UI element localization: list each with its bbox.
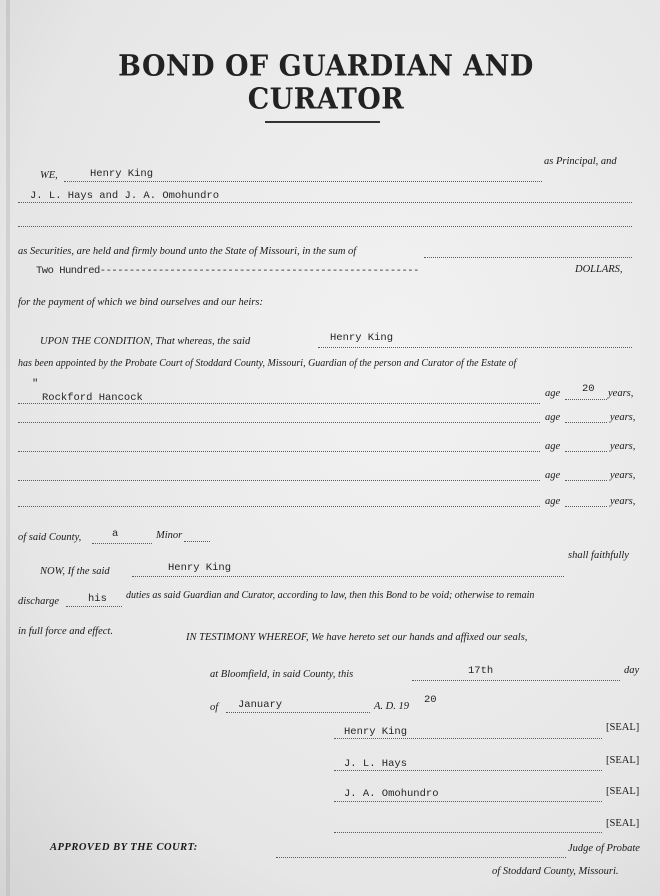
label-discharge: discharge xyxy=(18,596,60,607)
signature-1: Henry King xyxy=(344,726,408,738)
label-appointed: has been appointed by the Probate Court of Stoddard County, Missouri, Guardian of the person and Curator of the Estate of xyxy=(18,358,517,369)
label-age-4: age xyxy=(545,470,561,481)
signature-line-3 xyxy=(334,801,602,802)
ward-age: 20 xyxy=(582,383,595,395)
age-line-1 xyxy=(565,399,607,400)
label-minor: Minor xyxy=(156,530,183,541)
label-at-bloomfield: at Bloomfield, in said County, this xyxy=(210,669,354,680)
label-condition: UPON THE CONDITION, That whereas, the said xyxy=(40,336,251,347)
minor-trail-line xyxy=(184,541,210,542)
ward-line-5 xyxy=(18,506,540,507)
label-age-2: age xyxy=(545,412,561,423)
sum-lead-line xyxy=(424,257,632,258)
label-years-1: years, xyxy=(608,388,634,399)
label-years-2: years, xyxy=(610,412,636,423)
bond-sum: Two Hundred------------------------------------------------------- xyxy=(36,265,419,277)
label-age-1: age xyxy=(545,388,561,399)
principal-line xyxy=(64,181,542,182)
securities-line-2 xyxy=(18,226,632,227)
label-age-5: age xyxy=(545,496,561,507)
said-name: Henry King xyxy=(330,332,394,344)
label-testimony: IN TESTIMONY WHEREOF, We have hereto set our hands and affixed our seals, xyxy=(186,632,528,643)
seal-3: [SEAL] xyxy=(606,786,640,797)
signature-line-4 xyxy=(334,832,602,833)
label-shall-faithfully: shall faithfully xyxy=(568,550,629,561)
label-of-said-county: of said County, xyxy=(18,532,82,543)
label-ad: A. D. 19 xyxy=(374,701,409,712)
title-rule xyxy=(265,121,380,123)
signature-line-1 xyxy=(334,738,602,739)
month-line xyxy=(226,712,370,713)
label-for-payment: for the payment of which we bind ourselves and our heirs: xyxy=(18,297,263,308)
ward-line-1 xyxy=(18,403,540,404)
ward-line-2 xyxy=(18,422,540,423)
minor-article: a xyxy=(112,528,119,540)
scan-edge-shadow xyxy=(6,0,10,896)
age-line-4 xyxy=(565,480,607,481)
label-years-3: years, xyxy=(610,441,636,452)
ward-line-4 xyxy=(18,480,540,481)
seal-4: [SEAL] xyxy=(606,818,640,829)
label-as-principal: as Principal, and xyxy=(544,156,617,167)
label-years-4: years, xyxy=(610,470,636,481)
ward-line-3 xyxy=(18,451,540,452)
securities-line-1 xyxy=(18,202,632,203)
now-name: Henry King xyxy=(168,562,232,574)
age-line-3 xyxy=(565,451,607,452)
label-age-3: age xyxy=(545,441,561,452)
label-day: day xyxy=(624,665,640,676)
seal-1: [SEAL] xyxy=(606,722,640,733)
ward-name: Rockford Hancock xyxy=(42,392,143,404)
year-suffix: 20 xyxy=(424,694,437,706)
securities-names: J. L. Hays and J. A. Omohundro xyxy=(30,190,220,202)
day-number: 17th xyxy=(468,665,494,677)
label-judge: Judge of Probate xyxy=(568,843,640,854)
age-line-2 xyxy=(565,422,607,423)
age-line-5 xyxy=(565,506,607,507)
label-now-if: NOW, If the said xyxy=(40,566,110,577)
day-line xyxy=(412,680,620,681)
label-of: of xyxy=(210,702,219,713)
label-approved: APPROVED BY THE COURT: xyxy=(50,842,198,853)
now-line xyxy=(132,576,564,577)
signature-line-2 xyxy=(334,770,602,771)
label-years-5: years, xyxy=(610,496,636,507)
minor-article-line xyxy=(92,543,152,544)
his-word: his xyxy=(88,593,107,605)
label-of-stoddard: of Stoddard County, Missouri. xyxy=(492,866,619,877)
judge-line xyxy=(276,857,566,858)
said-line xyxy=(318,347,632,348)
document-title: BOND OF GUARDIAN AND CURATOR xyxy=(118,50,534,116)
seal-2: [SEAL] xyxy=(606,755,640,766)
his-line xyxy=(66,606,122,607)
label-as-securities: as Securities, are held and firmly bound unto the State of Missouri, in the sum of xyxy=(18,246,357,257)
ward-quote: " xyxy=(32,378,39,390)
label-full-force: in full force and effect. xyxy=(18,626,113,637)
month: January xyxy=(238,699,283,711)
label-dollars: DOLLARS, xyxy=(575,264,623,275)
label-duties: duties as said Guardian and Curator, according to law, then this Bond to be void; otherwise to remain xyxy=(126,590,535,601)
signature-3: J. A. Omohundro xyxy=(344,788,439,800)
principal-name: Henry King xyxy=(90,168,154,180)
label-we: WE, xyxy=(40,170,58,181)
signature-2: J. L. Hays xyxy=(344,758,408,770)
